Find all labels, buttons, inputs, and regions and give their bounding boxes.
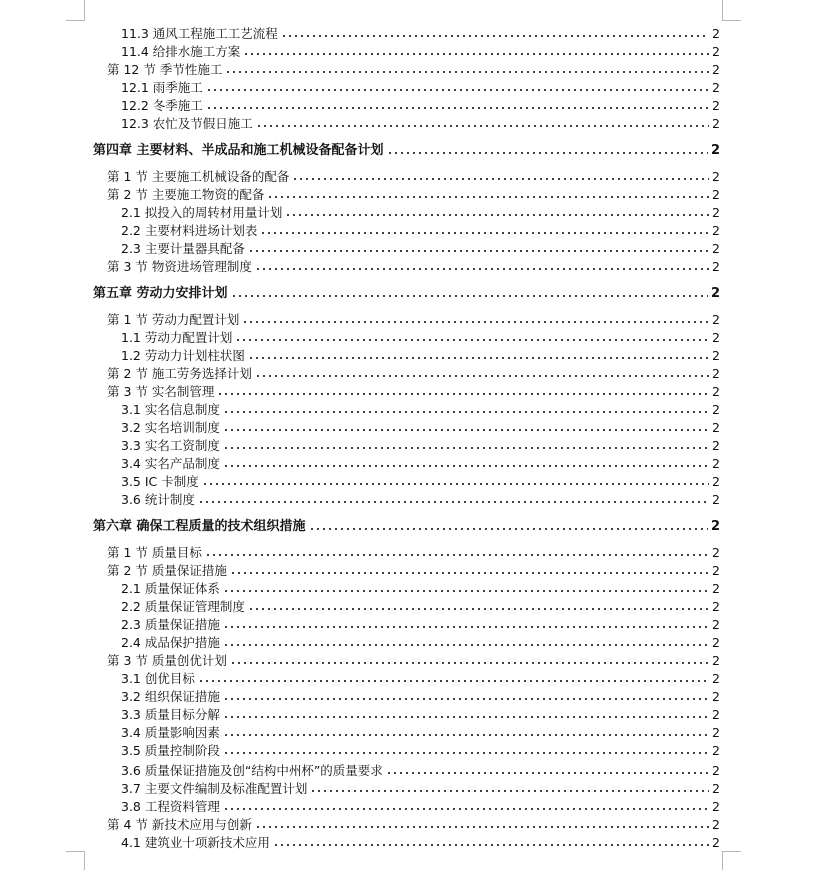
dot-leader <box>260 231 709 235</box>
dot-leader <box>223 807 709 811</box>
toc-page-number: 2 <box>712 635 720 650</box>
toc-entry-subsection[interactable] <box>121 472 720 490</box>
toc-page-number: 2 <box>712 492 720 507</box>
toc-entry-title: 2.1 质量保证体系 <box>121 581 220 596</box>
toc-page-number: 2 <box>712 62 720 77</box>
toc-entry-subsection[interactable] <box>121 114 720 132</box>
toc-page-number: 2 <box>712 80 720 95</box>
toc-page-number: 2 <box>712 599 720 614</box>
toc-entry-subsection[interactable] <box>121 579 720 597</box>
toc-entry-section[interactable] <box>107 561 720 579</box>
toc-page-number: 2 <box>712 725 720 740</box>
toc-page-number: 2 <box>712 707 720 722</box>
dot-leader <box>255 374 709 378</box>
toc-entry-section[interactable] <box>107 167 720 185</box>
toc-entry-title: 3.2 组织保证措施 <box>121 689 220 704</box>
toc-page-number: 2 <box>712 169 720 184</box>
dot-leader <box>202 482 709 486</box>
toc-page-number: 2 <box>712 563 720 578</box>
toc-entry-subsection[interactable] <box>121 741 720 759</box>
toc-entry-title: 第 1 节 主要施工机械设备的配备 <box>107 169 290 184</box>
toc-entry-subsection[interactable] <box>121 400 720 418</box>
toc-entry-subsection[interactable] <box>121 669 720 687</box>
toc-page-number: 2 <box>712 781 720 796</box>
toc-entry-subsection[interactable] <box>121 723 720 741</box>
dot-leader <box>387 151 708 155</box>
toc-page-number: 2 <box>712 312 720 327</box>
toc-page-number: 2 <box>712 653 720 668</box>
toc-entry-subsection[interactable] <box>121 779 720 797</box>
toc-entry-title: 3.3 质量目标分解 <box>121 707 220 722</box>
toc-entry-title: 3.5 质量控制阶段 <box>121 743 220 758</box>
toc-page-number: 2 <box>712 241 720 256</box>
toc-entry-chapter[interactable] <box>93 284 720 302</box>
toc-entry-title: 3.4 实名产品制度 <box>121 456 220 471</box>
toc-page-number: 2 <box>712 44 720 59</box>
toc-entry-title: 第 1 节 质量目标 <box>107 545 202 560</box>
dot-leader <box>206 88 709 92</box>
toc-page-number: 2 <box>712 330 720 345</box>
toc-page-number: 2 <box>712 116 720 131</box>
toc-entry-subsection[interactable] <box>121 328 720 346</box>
toc-entry-title: 2.3 主要计量器具配备 <box>121 241 245 256</box>
toc-entry-section[interactable] <box>107 257 720 275</box>
toc-entry-title: 4.1 建筑业十项新技术应用 <box>121 835 270 850</box>
toc-page-number: 2 <box>712 799 720 814</box>
toc-entry-title: 2.4 成品保护措施 <box>121 635 220 650</box>
toc-entry-subsection[interactable] <box>121 436 720 454</box>
dot-leader <box>248 249 709 253</box>
dot-leader <box>231 294 708 298</box>
dot-leader <box>223 643 709 647</box>
toc-entry-subsection[interactable] <box>121 490 720 508</box>
toc-entry-section[interactable] <box>107 364 720 382</box>
toc-page-number: 2 <box>712 366 720 381</box>
toc-entry-subsection[interactable] <box>121 239 720 257</box>
dot-leader <box>205 553 709 557</box>
toc-entry-title: 第六章 确保工程质量的技术组织措施 <box>93 519 306 534</box>
dot-leader <box>248 607 709 611</box>
toc-page-number: 2 <box>712 743 720 758</box>
toc-entry-subsection[interactable] <box>121 705 720 723</box>
toc-page-number: 2 <box>712 348 720 363</box>
toc-page-number: 2 <box>710 286 720 301</box>
dot-leader <box>310 789 709 793</box>
dot-leader <box>198 500 709 504</box>
toc-entry-section[interactable] <box>107 651 720 669</box>
dot-leader <box>242 320 709 324</box>
toc-entry-title: 第 4 节 新技术应用与创新 <box>107 817 252 832</box>
dot-leader <box>256 124 709 128</box>
toc-entry-title: 第五章 劳动力安排计划 <box>93 286 228 301</box>
toc-entry-subsection[interactable] <box>121 221 720 239</box>
dot-leader <box>255 267 709 271</box>
toc-page-number: 2 <box>712 689 720 704</box>
toc-entry-subsection[interactable] <box>121 96 720 114</box>
dot-leader <box>267 195 709 199</box>
toc-entry-title: 第 12 节 季节性施工 <box>107 62 223 77</box>
toc-entry-section[interactable] <box>107 60 720 78</box>
toc-entry-section[interactable] <box>107 543 720 561</box>
toc-page-number: 2 <box>712 763 720 778</box>
dot-leader <box>223 446 709 450</box>
dot-leader <box>243 52 709 56</box>
toc-entry-subsection[interactable] <box>121 833 720 851</box>
toc-page-number: 2 <box>710 143 720 158</box>
dot-leader <box>223 625 709 629</box>
toc-page-number: 2 <box>712 456 720 471</box>
toc-entry-title: 1.2 劳动力计划柱状图 <box>121 348 245 363</box>
dot-leader <box>223 715 709 719</box>
toc-page-number: 2 <box>710 519 720 534</box>
dot-leader <box>217 392 709 396</box>
toc-entry-subsection[interactable] <box>121 761 720 779</box>
toc-entry-title: 3.4 质量影响因素 <box>121 725 220 740</box>
dot-leader <box>386 771 709 775</box>
toc-entry-section[interactable] <box>107 185 720 203</box>
toc-entry-title: 3.1 实名信息制度 <box>121 402 220 417</box>
dot-leader <box>230 661 709 665</box>
toc-page-number: 2 <box>712 817 720 832</box>
dot-leader <box>223 733 709 737</box>
toc-entry-subsection[interactable] <box>121 78 720 96</box>
toc-page-number: 2 <box>712 384 720 399</box>
dot-leader <box>223 589 709 593</box>
toc-entry-title: 第 2 节 施工劳务选择计划 <box>107 366 252 381</box>
toc-entry-subsection[interactable] <box>121 615 720 633</box>
toc-entry-title: 第 2 节 主要施工物资的配备 <box>107 187 265 202</box>
toc-page-number: 2 <box>712 187 720 202</box>
toc-page-number: 2 <box>712 474 720 489</box>
dot-leader <box>309 527 708 531</box>
toc-entry-subsection[interactable] <box>121 687 720 705</box>
toc-entry-title: 3.8 工程资料管理 <box>121 799 220 814</box>
toc-entry-subsection[interactable] <box>121 24 720 42</box>
toc-entry-title: 3.3 实名工资制度 <box>121 438 220 453</box>
dot-leader <box>223 697 709 701</box>
toc-entry-chapter[interactable] <box>93 141 720 159</box>
dot-leader <box>248 356 709 360</box>
toc-entry-title: 2.2 质量保证管理制度 <box>121 599 245 614</box>
toc-page-number: 2 <box>712 205 720 220</box>
toc-page-number: 2 <box>712 438 720 453</box>
toc-entry-subsection[interactable] <box>121 454 720 472</box>
toc-entry-title: 第 3 节 实名制管理 <box>107 384 215 399</box>
dot-leader <box>223 410 709 414</box>
toc-entry-subsection[interactable] <box>121 633 720 651</box>
toc-entry-title: 12.3 农忙及节假日施工 <box>121 116 253 131</box>
toc-entry-title: 第 3 节 质量创优计划 <box>107 653 227 668</box>
toc-entry-subsection[interactable] <box>121 597 720 615</box>
toc-entry-title: 12.2 冬季施工 <box>121 98 203 113</box>
toc-entry-title: 第 3 节 物资进场管理制度 <box>107 259 252 274</box>
toc-entry-title: 3.6 统计制度 <box>121 492 195 507</box>
toc-entry-subsection[interactable] <box>121 203 720 221</box>
toc-page-number: 2 <box>712 617 720 632</box>
toc-entry-title: 3.6 质量保证措施及创“结构中州杯”的质量要求 <box>121 763 383 778</box>
toc-entry-title: 3.2 实名培训制度 <box>121 420 220 435</box>
dot-leader <box>285 213 709 217</box>
toc-page-number: 2 <box>712 98 720 113</box>
toc-entry-title: 12.1 雨季施工 <box>121 80 203 95</box>
toc-entry-title: 11.4 给排水施工方案 <box>121 44 241 59</box>
toc-entry-title: 第四章 主要材料、半成品和施工机械设备配备计划 <box>93 143 384 158</box>
dot-leader <box>223 428 709 432</box>
toc-page-number: 2 <box>712 26 720 41</box>
dot-leader <box>206 106 709 110</box>
toc-entry-chapter[interactable] <box>93 517 720 535</box>
toc-entry-title: 3.1 创优目标 <box>121 671 195 686</box>
toc-entry-subsection[interactable] <box>121 797 720 815</box>
toc-page-number: 2 <box>712 420 720 435</box>
dot-leader <box>223 464 709 468</box>
dot-leader <box>273 843 709 847</box>
toc-entry-section[interactable] <box>107 382 720 400</box>
toc-page-number: 2 <box>712 259 720 274</box>
toc-entry-title: 第 1 节 劳动力配置计划 <box>107 312 240 327</box>
toc-entry-subsection[interactable] <box>121 346 720 364</box>
toc-page-number: 2 <box>712 402 720 417</box>
toc-entry-subsection[interactable] <box>121 42 720 60</box>
dot-leader <box>281 34 709 38</box>
dot-leader <box>292 177 709 181</box>
dot-leader <box>235 338 709 342</box>
dot-leader <box>230 571 709 575</box>
dot-leader <box>255 825 709 829</box>
toc-entry-title: 3.7 主要文件编制及标准配置计划 <box>121 781 308 796</box>
toc-entry-section[interactable] <box>107 815 720 833</box>
toc-page-number: 2 <box>712 671 720 686</box>
dot-leader <box>223 751 709 755</box>
toc-page-number: 2 <box>712 545 720 560</box>
toc-page-number: 2 <box>712 581 720 596</box>
toc-entry-subsection[interactable] <box>121 418 720 436</box>
toc-entry-title: 11.3 通风工程施工工艺流程 <box>121 26 278 41</box>
toc-entry-title: 1.1 劳动力配置计划 <box>121 330 233 345</box>
toc-entry-title: 2.2 主要材料进场计划表 <box>121 223 258 238</box>
toc-entry-title: 第 2 节 质量保证措施 <box>107 563 227 578</box>
toc-entry-title: 3.5 IC 卡制度 <box>121 474 199 489</box>
toc-entry-section[interactable] <box>107 310 720 328</box>
toc-page-number: 2 <box>712 835 720 850</box>
toc-page-number: 2 <box>712 223 720 238</box>
toc-entry-title: 2.1 拟投入的周转材用量计划 <box>121 205 283 220</box>
toc-entry-title: 2.3 质量保证措施 <box>121 617 220 632</box>
dot-leader <box>198 679 709 683</box>
dot-leader <box>225 70 709 74</box>
